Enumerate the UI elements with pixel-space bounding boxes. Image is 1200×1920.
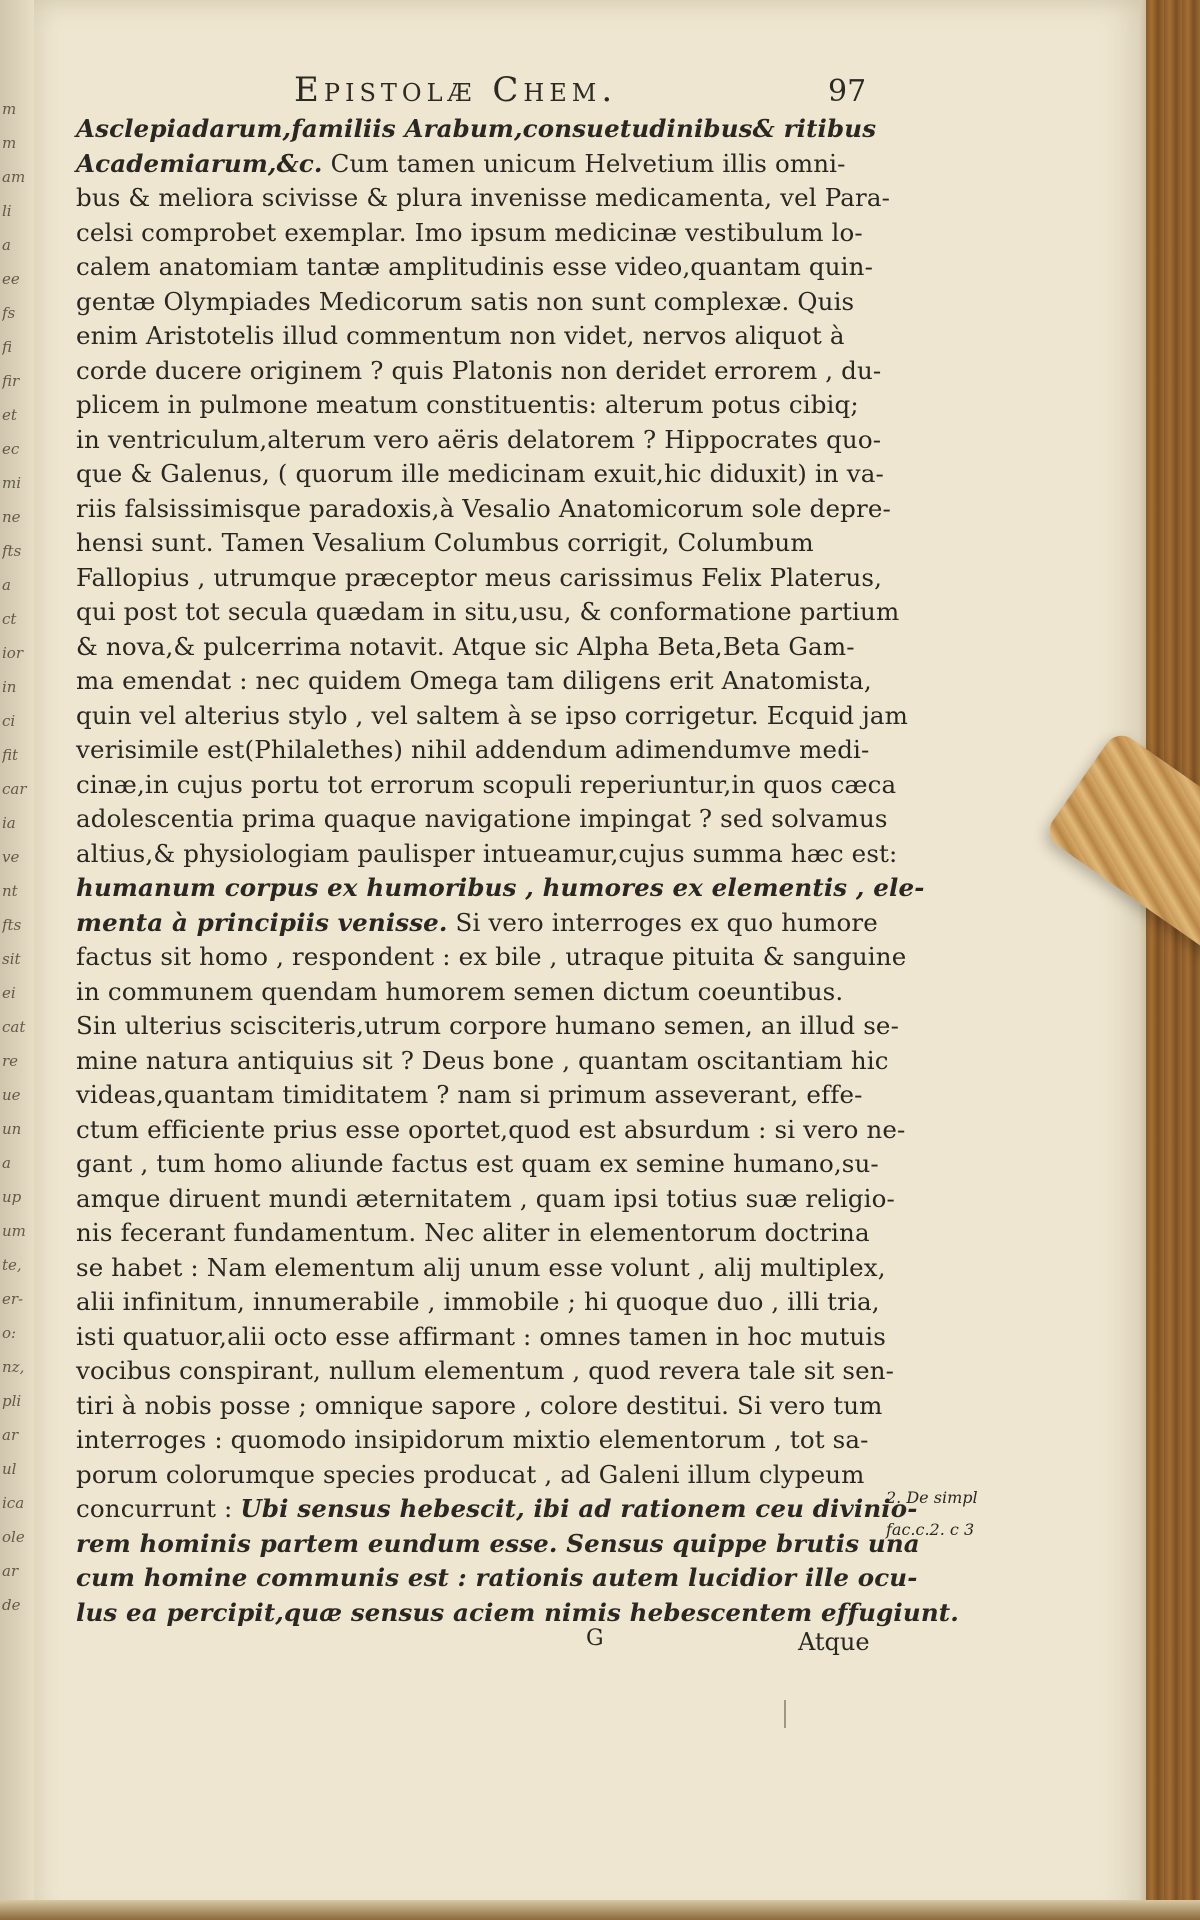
italic-text: menta à principiis venisse. bbox=[76, 907, 448, 937]
text-line bbox=[76, 1527, 920, 1562]
margin-fragment: ec bbox=[2, 440, 20, 458]
text-line bbox=[76, 871, 925, 906]
margin-fragment: ia bbox=[2, 814, 16, 832]
margin-fragment: fs bbox=[2, 304, 16, 322]
roman-text: celsi comprobet exemplar. Imo ipsum medicinæ vestibulum lo- bbox=[76, 217, 863, 247]
margin-fragment: ior bbox=[2, 644, 23, 662]
margin-fragment: ar bbox=[2, 1562, 19, 1580]
margin-fragment: fts bbox=[2, 916, 22, 934]
roman-text: Cum tamen unicum Helvetium illis omni- bbox=[322, 148, 846, 178]
text-line bbox=[76, 595, 900, 630]
margin-fragment: et bbox=[2, 406, 17, 424]
roman-text: adolescentia prima quaque navigatione impingat ? sed solvamus bbox=[76, 804, 888, 833]
marginal-note-line: fac.c.2. c 3 bbox=[886, 1520, 975, 1539]
text-line bbox=[76, 1285, 880, 1320]
roman-text: & nova,& pulcerrima notavit. Atque sic Alpha Beta,Beta Gam- bbox=[76, 631, 855, 661]
roman-text: quin vel alterius stylo , vel saltem à se ipso corrigetur. Ecquid jam bbox=[76, 700, 909, 730]
text-line bbox=[76, 492, 891, 527]
margin-fragment: mi bbox=[2, 474, 22, 492]
text-line bbox=[76, 1354, 895, 1389]
italic-text: Asclepiadarum,familiis Arabum,consuetudinibus& ritibus bbox=[76, 114, 877, 143]
text-line bbox=[76, 354, 882, 389]
roman-text: ctum efficiente prius esse oportet,quod est absurdum : si vero ne- bbox=[76, 1114, 906, 1144]
roman-text: plicem in pulmone meatum constituentis: alterum potus cibiq; bbox=[76, 390, 859, 419]
text-line bbox=[76, 181, 891, 216]
margin-fragment: ue bbox=[2, 1086, 21, 1104]
margin-fragment: fir bbox=[2, 372, 20, 390]
margin-fragment: a bbox=[2, 236, 11, 254]
text-line bbox=[76, 1009, 899, 1044]
margin-fragment: un bbox=[2, 1120, 22, 1138]
margin-fragment: fi bbox=[2, 338, 13, 356]
italic-text: Academiarum,&c. bbox=[76, 148, 323, 178]
text-line bbox=[76, 1113, 906, 1148]
text-line bbox=[76, 1423, 876, 1458]
roman-text: que & Galenus, ( quorum ille medicinam exuit,hic diduxit) in va- bbox=[76, 459, 884, 488]
text-line bbox=[76, 526, 876, 561]
margin-fragment: m bbox=[2, 100, 17, 118]
roman-text: gant , tum homo aliunde factus est quam ex semine humano,su- bbox=[76, 1149, 879, 1178]
margin-fragment: ne bbox=[2, 508, 21, 526]
marginal-note-line: 2. De simpl bbox=[886, 1488, 978, 1507]
roman-text: cinæ,in cujus portu tot errorum scopuli reperiuntur,in quos cæca bbox=[76, 769, 897, 799]
text-line bbox=[76, 1147, 879, 1182]
margin-fragment: a bbox=[2, 1154, 11, 1172]
roman-text: riis falsissimisque paradoxis,à Vesalio Anatomicorum sole depre- bbox=[76, 493, 891, 523]
text-line bbox=[76, 216, 876, 251]
margin-fragment: car bbox=[2, 780, 27, 798]
text-line bbox=[76, 250, 876, 285]
roman-text: vocibus conspirant, nullum elementum , quod revera tale sit sen- bbox=[76, 1356, 895, 1385]
text-line bbox=[76, 733, 876, 768]
margin-fragment: in bbox=[2, 678, 17, 696]
text-line bbox=[76, 457, 884, 492]
margin-fragment: ve bbox=[2, 848, 20, 866]
text-line bbox=[76, 1182, 895, 1217]
text-line bbox=[76, 837, 898, 872]
wood-surface bbox=[1146, 0, 1200, 1920]
text-line bbox=[76, 147, 876, 182]
margin-fragment: a bbox=[2, 576, 11, 594]
roman-text: in communem quendam humorem semen dictum coeuntibus. bbox=[76, 976, 844, 1006]
header-title: Epistolæ Chem. bbox=[294, 70, 618, 110]
text-line bbox=[76, 664, 876, 699]
text-line bbox=[76, 423, 882, 458]
margin-fragment: re bbox=[2, 1052, 19, 1070]
roman-text: interroges : quomodo insipidorum mixtio elementorum , tot sa- bbox=[76, 1425, 869, 1454]
text-line bbox=[76, 1216, 876, 1251]
margin-fragment: ica bbox=[2, 1494, 25, 1512]
italic-text: rem hominis partem eundum esse. Sensus quippe brutis una bbox=[76, 1528, 920, 1558]
roman-text: ma emendat : nec quidem Omega tam diligens erit Anatomista, bbox=[76, 666, 872, 695]
italic-text: cum homine communis est : rationis autem lucidior ille ocu- bbox=[76, 1563, 918, 1592]
text-line bbox=[76, 112, 876, 147]
text-line bbox=[76, 768, 897, 803]
roman-text: mine natura antiquius sit ? Deus bone , quantam oscitantiam hic bbox=[76, 1045, 889, 1075]
margin-fragment: ar bbox=[2, 1426, 19, 1444]
roman-text: gentæ Olympiades Medicorum satis non sunt complexæ. Quis bbox=[76, 286, 855, 316]
text-line bbox=[76, 975, 876, 1010]
text-line bbox=[76, 1044, 889, 1079]
text-line bbox=[76, 1596, 959, 1631]
text-line bbox=[76, 1389, 883, 1424]
text-line bbox=[76, 561, 883, 596]
roman-text: amque diruent mundi æternitatem , quam ipsi totius suæ religio- bbox=[76, 1183, 895, 1213]
italic-text: lus ea percipit,quæ sensus aciem nimis hebescentem effugiunt. bbox=[76, 1597, 959, 1627]
roman-text: altius,& physiologiam paulisper intueamur,cujus summa hæc est: bbox=[76, 838, 898, 868]
catchword: Atque bbox=[798, 1628, 870, 1656]
roman-text: videas,quantam timiditatem ? nam si primum asseverant, effe- bbox=[76, 1080, 863, 1109]
text-line bbox=[76, 630, 876, 665]
margin-fragment: ul bbox=[2, 1460, 17, 1478]
roman-text: concurrunt : bbox=[76, 1494, 241, 1523]
text-line bbox=[76, 699, 909, 734]
page-number: 97 bbox=[828, 74, 867, 109]
roman-text: Fallopius , utrumque præceptor meus carissimus Felix Platerus, bbox=[76, 562, 883, 592]
text-line bbox=[76, 906, 876, 941]
ink-mark bbox=[784, 1700, 786, 1728]
margin-fragment: te, bbox=[2, 1256, 22, 1274]
margin-fragment: er- bbox=[2, 1290, 24, 1308]
roman-text: nis fecerant fundamentum. Nec aliter in elementorum doctrina bbox=[76, 1218, 870, 1247]
margin-fragment: ci bbox=[2, 712, 16, 730]
margin-fragment: nz, bbox=[2, 1358, 25, 1376]
margin-fragment: sit bbox=[2, 950, 21, 968]
roman-text: bus & meliora scivisse & plura invenisse medicamenta, vel Para- bbox=[76, 183, 891, 212]
text-line bbox=[76, 388, 876, 423]
text-line bbox=[76, 1492, 918, 1527]
roman-text: Sin ulterius sciscitеris,utrum corpore humano semen, an illud se- bbox=[76, 1011, 899, 1040]
roman-text: qui post tot secula quædam in situ,usu, & conformatione partium bbox=[76, 597, 900, 626]
margin-fragment: pli bbox=[2, 1392, 22, 1410]
margin-fragment: li bbox=[2, 202, 12, 220]
roman-text: enim Aristotelis illud commentum non videt, nervos aliquot à bbox=[76, 321, 845, 350]
bottom-edge bbox=[0, 1900, 1200, 1920]
roman-text: porum colorumque species producat , ad Galeni illum clypeum bbox=[76, 1459, 865, 1489]
text-line bbox=[76, 1458, 876, 1493]
roman-text: verisimile est(Philalethes) nihil addendum adimendumve medi- bbox=[76, 735, 870, 764]
text-line bbox=[76, 940, 907, 975]
signature-mark: G bbox=[586, 1626, 604, 1651]
margin-fragment: ei bbox=[2, 984, 16, 1002]
marginal-note bbox=[886, 1482, 1026, 1546]
margin-fragment: ct bbox=[2, 610, 17, 628]
roman-text: hensi sunt. Tamen Vesalium Columbus corrigit, Columbum bbox=[76, 528, 814, 557]
margin-fragment: ee bbox=[2, 270, 20, 288]
roman-text: in ventriculum,alterum vero aëris delatorem ? Hippocrates quo- bbox=[76, 424, 882, 454]
text-line bbox=[76, 1320, 887, 1355]
margin-fragment: ole bbox=[2, 1528, 25, 1546]
roman-text: se habet : Nam elementum alij unum esse volunt , alij multiplex, bbox=[76, 1252, 886, 1282]
italic-text: humanum corpus ex humoribus , humores ex elementis , ele- bbox=[76, 873, 925, 902]
margin-fragment: um bbox=[2, 1222, 26, 1240]
margin-fragment: fit bbox=[2, 746, 19, 764]
roman-text: isti quatuor,alii octo esse affirmant : omnes tamen in hoc mutuis bbox=[76, 1321, 887, 1351]
roman-text: factus sit homo , respondent : ex bile , utraque pituita & sanguine bbox=[76, 942, 907, 971]
margin-fragment: cat bbox=[2, 1018, 26, 1036]
text-line bbox=[76, 1251, 886, 1286]
roman-text: Si vero interroges ex quo humore bbox=[447, 907, 878, 937]
margin-fragment: m bbox=[2, 134, 17, 152]
italic-text: Ubi sensus hebescit, ibi ad rationem ceu divinio- bbox=[240, 1494, 918, 1523]
roman-text: calem anatomiam tantæ amplitudinis esse video,quantam quin- bbox=[76, 252, 874, 281]
margin-fragment: am bbox=[2, 168, 26, 186]
roman-text: alii infinitum, innumerabile , immobile ; hi quoque duo , illi tria, bbox=[76, 1287, 880, 1316]
text-line bbox=[76, 802, 888, 837]
text-line bbox=[76, 1078, 876, 1113]
text-line bbox=[76, 1561, 918, 1596]
margin-fragment: fts bbox=[2, 542, 22, 560]
margin-fragment: de bbox=[2, 1596, 21, 1614]
roman-text: tiri à nobis posse ; omnique sapore , colore destitui. Si vero tum bbox=[76, 1390, 883, 1420]
text-line bbox=[76, 285, 876, 320]
margin-fragment: up bbox=[2, 1188, 22, 1206]
roman-text: corde ducere originem ? quis Platonis non deridet errorem , du- bbox=[76, 355, 882, 385]
text-line bbox=[76, 319, 876, 354]
margin-fragment: nt bbox=[2, 882, 18, 900]
margin-fragment: o: bbox=[2, 1324, 17, 1342]
